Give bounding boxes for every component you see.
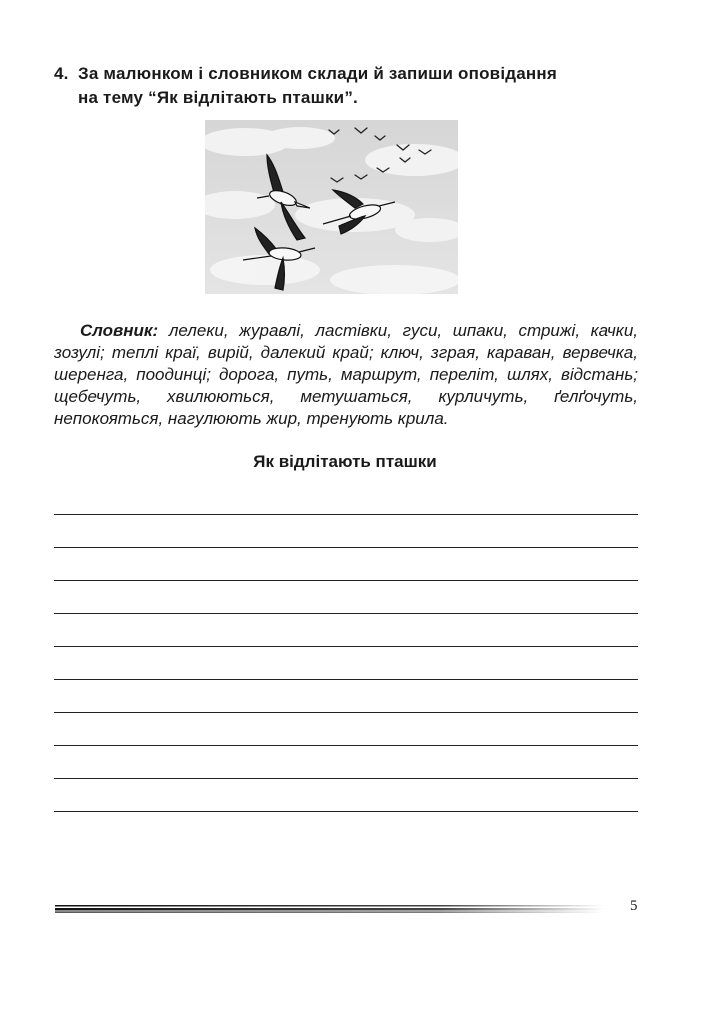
writing-line[interactable] bbox=[54, 745, 638, 746]
writing-line[interactable] bbox=[54, 646, 638, 647]
writing-line[interactable] bbox=[54, 679, 638, 680]
vocabulary-text: лелеки, журавлі, ластівки, гуси, шпаки, стрижі, качки, зозулі; теплі краї, вирій, далекий край; ключ, зграя, караван, вервечка, шеренга, поодинці; дорога, путь, маршрут, переліт, шлях, відстань; щебечуть, хвилюються, метушаться, курличуть, ґелґочуть, непокояться, нагулюють жир, тренують крила. bbox=[54, 321, 638, 428]
writing-line[interactable] bbox=[54, 514, 638, 515]
writing-line[interactable] bbox=[54, 613, 638, 614]
writing-line[interactable] bbox=[54, 712, 638, 713]
story-title: Як відлітають пташки bbox=[253, 452, 437, 471]
vocabulary-label: Словник: bbox=[80, 321, 159, 340]
birds-illustration bbox=[205, 120, 458, 294]
task-text-line2: на тему “Як відлітають пташки”. bbox=[78, 88, 358, 107]
task-text-line1: За малюнком і словником склади й запиши оповідання bbox=[78, 64, 557, 83]
writing-line[interactable] bbox=[54, 778, 638, 779]
task-prompt bbox=[54, 62, 654, 110]
page-number: 5 bbox=[630, 898, 638, 914]
writing-line[interactable] bbox=[54, 547, 638, 548]
writing-line[interactable] bbox=[54, 580, 638, 581]
footer-rule bbox=[55, 905, 605, 913]
vocabulary-paragraph bbox=[54, 320, 638, 430]
writing-line[interactable] bbox=[54, 811, 638, 812]
task-number: 4. bbox=[54, 64, 69, 83]
